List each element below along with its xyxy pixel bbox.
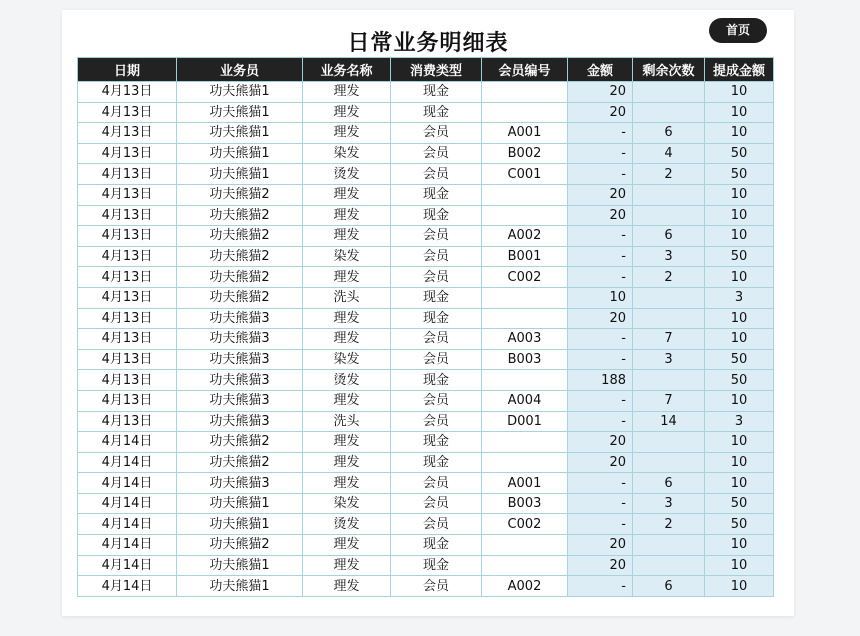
- cell-remaining-times[interactable]: [633, 184, 705, 205]
- cell-member-id[interactable]: [482, 102, 568, 123]
- cell-service[interactable]: 洗头: [303, 287, 391, 308]
- cell-member-id[interactable]: [482, 308, 568, 329]
- cell-remaining-times[interactable]: [633, 287, 705, 308]
- cell-service[interactable]: 理发: [303, 432, 391, 453]
- table-row: [78, 143, 774, 164]
- sheet-card: [62, 10, 794, 616]
- table-row: [78, 123, 774, 144]
- cell-amount[interactable]: 20: [568, 535, 633, 556]
- cell-payment-type[interactable]: 现金: [391, 205, 482, 226]
- column-header-payment-type[interactable]: 消费类型: [391, 58, 482, 82]
- cell-service[interactable]: 理发: [303, 267, 391, 288]
- cell-staff[interactable]: 功夫熊猫2: [177, 226, 303, 247]
- cell-remaining-times[interactable]: 3: [633, 493, 705, 514]
- cell-payment-type[interactable]: 现金: [391, 287, 482, 308]
- cell-service[interactable]: 理发: [303, 576, 391, 597]
- cell-payment-type[interactable]: 会员: [391, 576, 482, 597]
- cell-commission[interactable]: 10: [705, 452, 774, 473]
- cell-remaining-times[interactable]: 6: [633, 576, 705, 597]
- table-row: [78, 164, 774, 185]
- cell-date[interactable]: 4月13日: [78, 143, 177, 164]
- cell-remaining-times[interactable]: [633, 432, 705, 453]
- cell-staff[interactable]: 功夫熊猫2: [177, 246, 303, 267]
- table-header: [78, 58, 774, 82]
- cell-member-id[interactable]: A002: [482, 226, 568, 247]
- cell-service[interactable]: 烫发: [303, 164, 391, 185]
- cell-remaining-times[interactable]: [633, 452, 705, 473]
- table-row: [78, 267, 774, 288]
- cell-amount[interactable]: -: [568, 123, 633, 144]
- cell-remaining-times[interactable]: 14: [633, 411, 705, 432]
- cell-staff[interactable]: 功夫熊猫3: [177, 370, 303, 391]
- cell-payment-type[interactable]: 会员: [391, 411, 482, 432]
- cell-staff[interactable]: 功夫熊猫2: [177, 535, 303, 556]
- cell-date[interactable]: 4月13日: [78, 411, 177, 432]
- cell-service[interactable]: 烫发: [303, 370, 391, 391]
- table-row: [78, 349, 774, 370]
- cell-member-id[interactable]: [482, 205, 568, 226]
- cell-service[interactable]: 理发: [303, 102, 391, 123]
- cell-date[interactable]: 4月13日: [78, 246, 177, 267]
- cell-member-id[interactable]: [482, 370, 568, 391]
- table-row: [78, 432, 774, 453]
- cell-date[interactable]: 4月13日: [78, 370, 177, 391]
- cell-staff[interactable]: 功夫熊猫3: [177, 308, 303, 329]
- cell-payment-type[interactable]: 会员: [391, 123, 482, 144]
- table-row: [78, 102, 774, 123]
- cell-payment-type[interactable]: 会员: [391, 226, 482, 247]
- cell-commission[interactable]: 10: [705, 123, 774, 144]
- cell-commission[interactable]: 10: [705, 576, 774, 597]
- cell-remaining-times[interactable]: 2: [633, 267, 705, 288]
- column-header-commission[interactable]: 提成金额: [705, 58, 774, 82]
- cell-date[interactable]: 4月14日: [78, 535, 177, 556]
- cell-amount[interactable]: 20: [568, 308, 633, 329]
- table-row: [78, 535, 774, 556]
- cell-date[interactable]: 4月13日: [78, 82, 177, 103]
- cell-remaining-times[interactable]: 2: [633, 164, 705, 185]
- cell-commission[interactable]: 10: [705, 390, 774, 411]
- cell-service[interactable]: 理发: [303, 473, 391, 494]
- cell-commission[interactable]: 10: [705, 329, 774, 350]
- cell-payment-type[interactable]: 会员: [391, 143, 482, 164]
- column-header-member-id[interactable]: 会员编号: [482, 58, 568, 82]
- cell-service[interactable]: 理发: [303, 329, 391, 350]
- cell-commission[interactable]: 10: [705, 308, 774, 329]
- cell-member-id[interactable]: B001: [482, 246, 568, 267]
- cell-service[interactable]: 理发: [303, 308, 391, 329]
- cell-amount[interactable]: -: [568, 246, 633, 267]
- table-row: [78, 82, 774, 103]
- cell-remaining-times[interactable]: 6: [633, 473, 705, 494]
- cell-commission[interactable]: 50: [705, 164, 774, 185]
- cell-payment-type[interactable]: 现金: [391, 102, 482, 123]
- cell-commission[interactable]: 50: [705, 246, 774, 267]
- cell-member-id[interactable]: [482, 432, 568, 453]
- table-row: [78, 246, 774, 267]
- cell-staff[interactable]: 功夫熊猫2: [177, 287, 303, 308]
- table-row: [78, 329, 774, 350]
- cell-staff[interactable]: 功夫熊猫1: [177, 493, 303, 514]
- cell-payment-type[interactable]: 现金: [391, 555, 482, 576]
- cell-service[interactable]: 染发: [303, 246, 391, 267]
- home-button[interactable]: 首页: [709, 18, 767, 43]
- cell-payment-type[interactable]: 现金: [391, 452, 482, 473]
- cell-commission[interactable]: 50: [705, 349, 774, 370]
- cell-date[interactable]: 4月14日: [78, 555, 177, 576]
- cell-amount[interactable]: 20: [568, 82, 633, 103]
- table-row: [78, 370, 774, 391]
- cell-date[interactable]: 4月13日: [78, 287, 177, 308]
- cell-remaining-times[interactable]: 7: [633, 329, 705, 350]
- table-row: [78, 184, 774, 205]
- cell-amount[interactable]: -: [568, 329, 633, 350]
- cell-payment-type[interactable]: 现金: [391, 82, 482, 103]
- column-header-date[interactable]: 日期: [78, 58, 177, 82]
- table-row: [78, 555, 774, 576]
- cell-remaining-times[interactable]: [633, 535, 705, 556]
- cell-payment-type[interactable]: 现金: [391, 308, 482, 329]
- cell-commission[interactable]: 10: [705, 184, 774, 205]
- cell-staff[interactable]: 功夫熊猫2: [177, 432, 303, 453]
- cell-member-id[interactable]: [482, 287, 568, 308]
- column-header-staff[interactable]: 业务员: [177, 58, 303, 82]
- cell-member-id[interactable]: D001: [482, 411, 568, 432]
- cell-commission[interactable]: 50: [705, 514, 774, 535]
- cell-commission[interactable]: 10: [705, 535, 774, 556]
- cell-staff[interactable]: 功夫熊猫1: [177, 555, 303, 576]
- cell-service[interactable]: 理发: [303, 226, 391, 247]
- cell-commission[interactable]: 10: [705, 432, 774, 453]
- cell-amount[interactable]: -: [568, 576, 633, 597]
- cell-amount[interactable]: -: [568, 493, 633, 514]
- cell-date[interactable]: 4月13日: [78, 329, 177, 350]
- cell-commission[interactable]: 10: [705, 473, 774, 494]
- cell-payment-type[interactable]: 会员: [391, 329, 482, 350]
- table-row: [78, 411, 774, 432]
- cell-commission[interactable]: 50: [705, 493, 774, 514]
- column-header-amount[interactable]: 金额: [568, 58, 633, 82]
- cell-member-id[interactable]: [482, 555, 568, 576]
- cell-payment-type[interactable]: 会员: [391, 164, 482, 185]
- table-row: [78, 514, 774, 535]
- cell-payment-type[interactable]: 会员: [391, 246, 482, 267]
- cell-amount[interactable]: 20: [568, 102, 633, 123]
- cell-commission[interactable]: 10: [705, 205, 774, 226]
- cell-member-id[interactable]: [482, 535, 568, 556]
- cell-date[interactable]: 4月13日: [78, 308, 177, 329]
- cell-payment-type[interactable]: 会员: [391, 267, 482, 288]
- cell-staff[interactable]: 功夫熊猫1: [177, 82, 303, 103]
- column-header-remaining-times[interactable]: 剩余次数: [633, 58, 705, 82]
- table-row: [78, 287, 774, 308]
- cell-commission[interactable]: 3: [705, 411, 774, 432]
- cell-amount[interactable]: 20: [568, 432, 633, 453]
- cell-service[interactable]: 理发: [303, 205, 391, 226]
- cell-service[interactable]: 染发: [303, 493, 391, 514]
- cell-amount[interactable]: -: [568, 514, 633, 535]
- cell-commission[interactable]: 3: [705, 287, 774, 308]
- cell-staff[interactable]: 功夫熊猫3: [177, 329, 303, 350]
- cell-member-id[interactable]: A003: [482, 329, 568, 350]
- cell-staff[interactable]: 功夫熊猫1: [177, 514, 303, 535]
- cell-amount[interactable]: -: [568, 390, 633, 411]
- cell-member-id[interactable]: B003: [482, 493, 568, 514]
- cell-staff[interactable]: 功夫熊猫2: [177, 452, 303, 473]
- cell-remaining-times[interactable]: [633, 308, 705, 329]
- cell-service[interactable]: 染发: [303, 143, 391, 164]
- cell-date[interactable]: 4月13日: [78, 349, 177, 370]
- cell-staff[interactable]: 功夫熊猫3: [177, 411, 303, 432]
- cell-remaining-times[interactable]: 3: [633, 246, 705, 267]
- table-row: [78, 390, 774, 411]
- cell-staff[interactable]: 功夫熊猫2: [177, 267, 303, 288]
- cell-date[interactable]: 4月13日: [78, 205, 177, 226]
- cell-amount[interactable]: 20: [568, 555, 633, 576]
- cell-amount[interactable]: -: [568, 267, 633, 288]
- table-row: [78, 473, 774, 494]
- cell-payment-type[interactable]: 现金: [391, 535, 482, 556]
- page-title: 日常业务明细表: [347, 31, 509, 56]
- cell-payment-type[interactable]: 会员: [391, 349, 482, 370]
- cell-commission[interactable]: 50: [705, 143, 774, 164]
- cell-amount[interactable]: 20: [568, 452, 633, 473]
- cell-date[interactable]: 4月13日: [78, 226, 177, 247]
- cell-staff[interactable]: 功夫熊猫1: [177, 123, 303, 144]
- cell-remaining-times[interactable]: [633, 102, 705, 123]
- cell-member-id[interactable]: C002: [482, 514, 568, 535]
- cell-remaining-times[interactable]: 3: [633, 349, 705, 370]
- cell-service[interactable]: 理发: [303, 184, 391, 205]
- cell-member-id[interactable]: A001: [482, 123, 568, 144]
- cell-member-id[interactable]: B002: [482, 143, 568, 164]
- cell-date[interactable]: 4月13日: [78, 267, 177, 288]
- cell-staff[interactable]: 功夫熊猫1: [177, 164, 303, 185]
- cell-amount[interactable]: -: [568, 143, 633, 164]
- cell-member-id[interactable]: C002: [482, 267, 568, 288]
- cell-staff[interactable]: 功夫熊猫1: [177, 576, 303, 597]
- cell-remaining-times[interactable]: 7: [633, 390, 705, 411]
- cell-remaining-times[interactable]: [633, 205, 705, 226]
- cell-service[interactable]: 染发: [303, 349, 391, 370]
- cell-date[interactable]: 4月14日: [78, 473, 177, 494]
- cell-commission[interactable]: 10: [705, 555, 774, 576]
- cell-payment-type[interactable]: 会员: [391, 514, 482, 535]
- cell-amount[interactable]: -: [568, 349, 633, 370]
- cell-date[interactable]: 4月14日: [78, 452, 177, 473]
- cell-member-id[interactable]: A002: [482, 576, 568, 597]
- cell-staff[interactable]: 功夫熊猫2: [177, 184, 303, 205]
- cell-date[interactable]: 4月14日: [78, 493, 177, 514]
- cell-staff[interactable]: 功夫熊猫3: [177, 473, 303, 494]
- cell-payment-type[interactable]: 会员: [391, 473, 482, 494]
- cell-amount[interactable]: 20: [568, 205, 633, 226]
- cell-staff[interactable]: 功夫熊猫1: [177, 102, 303, 123]
- cell-staff[interactable]: 功夫熊猫3: [177, 349, 303, 370]
- cell-remaining-times[interactable]: [633, 370, 705, 391]
- cell-date[interactable]: 4月13日: [78, 184, 177, 205]
- table-row: [78, 205, 774, 226]
- cell-member-id[interactable]: C001: [482, 164, 568, 185]
- table-row: [78, 452, 774, 473]
- cell-payment-type[interactable]: 会员: [391, 390, 482, 411]
- cell-member-id[interactable]: B003: [482, 349, 568, 370]
- cell-commission[interactable]: 10: [705, 267, 774, 288]
- cell-remaining-times[interactable]: 6: [633, 123, 705, 144]
- table-row: [78, 493, 774, 514]
- cell-commission[interactable]: 50: [705, 370, 774, 391]
- cell-staff[interactable]: 功夫熊猫3: [177, 390, 303, 411]
- cell-service[interactable]: 理发: [303, 452, 391, 473]
- cell-commission[interactable]: 10: [705, 226, 774, 247]
- cell-service[interactable]: 理发: [303, 555, 391, 576]
- cell-member-id[interactable]: [482, 82, 568, 103]
- cell-amount[interactable]: -: [568, 473, 633, 494]
- cell-date[interactable]: 4月14日: [78, 576, 177, 597]
- detail-table: [77, 57, 774, 597]
- cell-amount[interactable]: 20: [568, 184, 633, 205]
- cell-member-id[interactable]: [482, 184, 568, 205]
- cell-remaining-times[interactable]: 2: [633, 514, 705, 535]
- cell-amount[interactable]: 188: [568, 370, 633, 391]
- cell-service[interactable]: 烫发: [303, 514, 391, 535]
- column-header-service[interactable]: 业务名称: [303, 58, 391, 82]
- cell-service[interactable]: 理发: [303, 535, 391, 556]
- cell-member-id[interactable]: A004: [482, 390, 568, 411]
- cell-service[interactable]: 理发: [303, 123, 391, 144]
- cell-remaining-times[interactable]: 4: [633, 143, 705, 164]
- cell-commission[interactable]: 10: [705, 82, 774, 103]
- cell-staff[interactable]: 功夫熊猫2: [177, 205, 303, 226]
- cell-payment-type[interactable]: 会员: [391, 493, 482, 514]
- cell-service[interactable]: 理发: [303, 82, 391, 103]
- cell-date[interactable]: 4月13日: [78, 390, 177, 411]
- table-row: [78, 576, 774, 597]
- cell-amount[interactable]: -: [568, 411, 633, 432]
- cell-date[interactable]: 4月13日: [78, 123, 177, 144]
- cell-amount[interactable]: -: [568, 226, 633, 247]
- cell-remaining-times[interactable]: [633, 82, 705, 103]
- cell-date[interactable]: 4月14日: [78, 514, 177, 535]
- table-row: [78, 308, 774, 329]
- table-row: [78, 226, 774, 247]
- cell-staff[interactable]: 功夫熊猫1: [177, 143, 303, 164]
- cell-member-id[interactable]: A001: [482, 473, 568, 494]
- cell-remaining-times[interactable]: 6: [633, 226, 705, 247]
- cell-date[interactable]: 4月14日: [78, 432, 177, 453]
- cell-date[interactable]: 4月13日: [78, 102, 177, 123]
- cell-member-id[interactable]: [482, 452, 568, 473]
- cell-remaining-times[interactable]: [633, 555, 705, 576]
- cell-amount[interactable]: -: [568, 164, 633, 185]
- cell-payment-type[interactable]: 现金: [391, 370, 482, 391]
- cell-service[interactable]: 理发: [303, 390, 391, 411]
- cell-amount[interactable]: 10: [568, 287, 633, 308]
- cell-service[interactable]: 洗头: [303, 411, 391, 432]
- cell-commission[interactable]: 10: [705, 102, 774, 123]
- cell-payment-type[interactable]: 现金: [391, 184, 482, 205]
- cell-date[interactable]: 4月13日: [78, 164, 177, 185]
- cell-payment-type[interactable]: 现金: [391, 432, 482, 453]
